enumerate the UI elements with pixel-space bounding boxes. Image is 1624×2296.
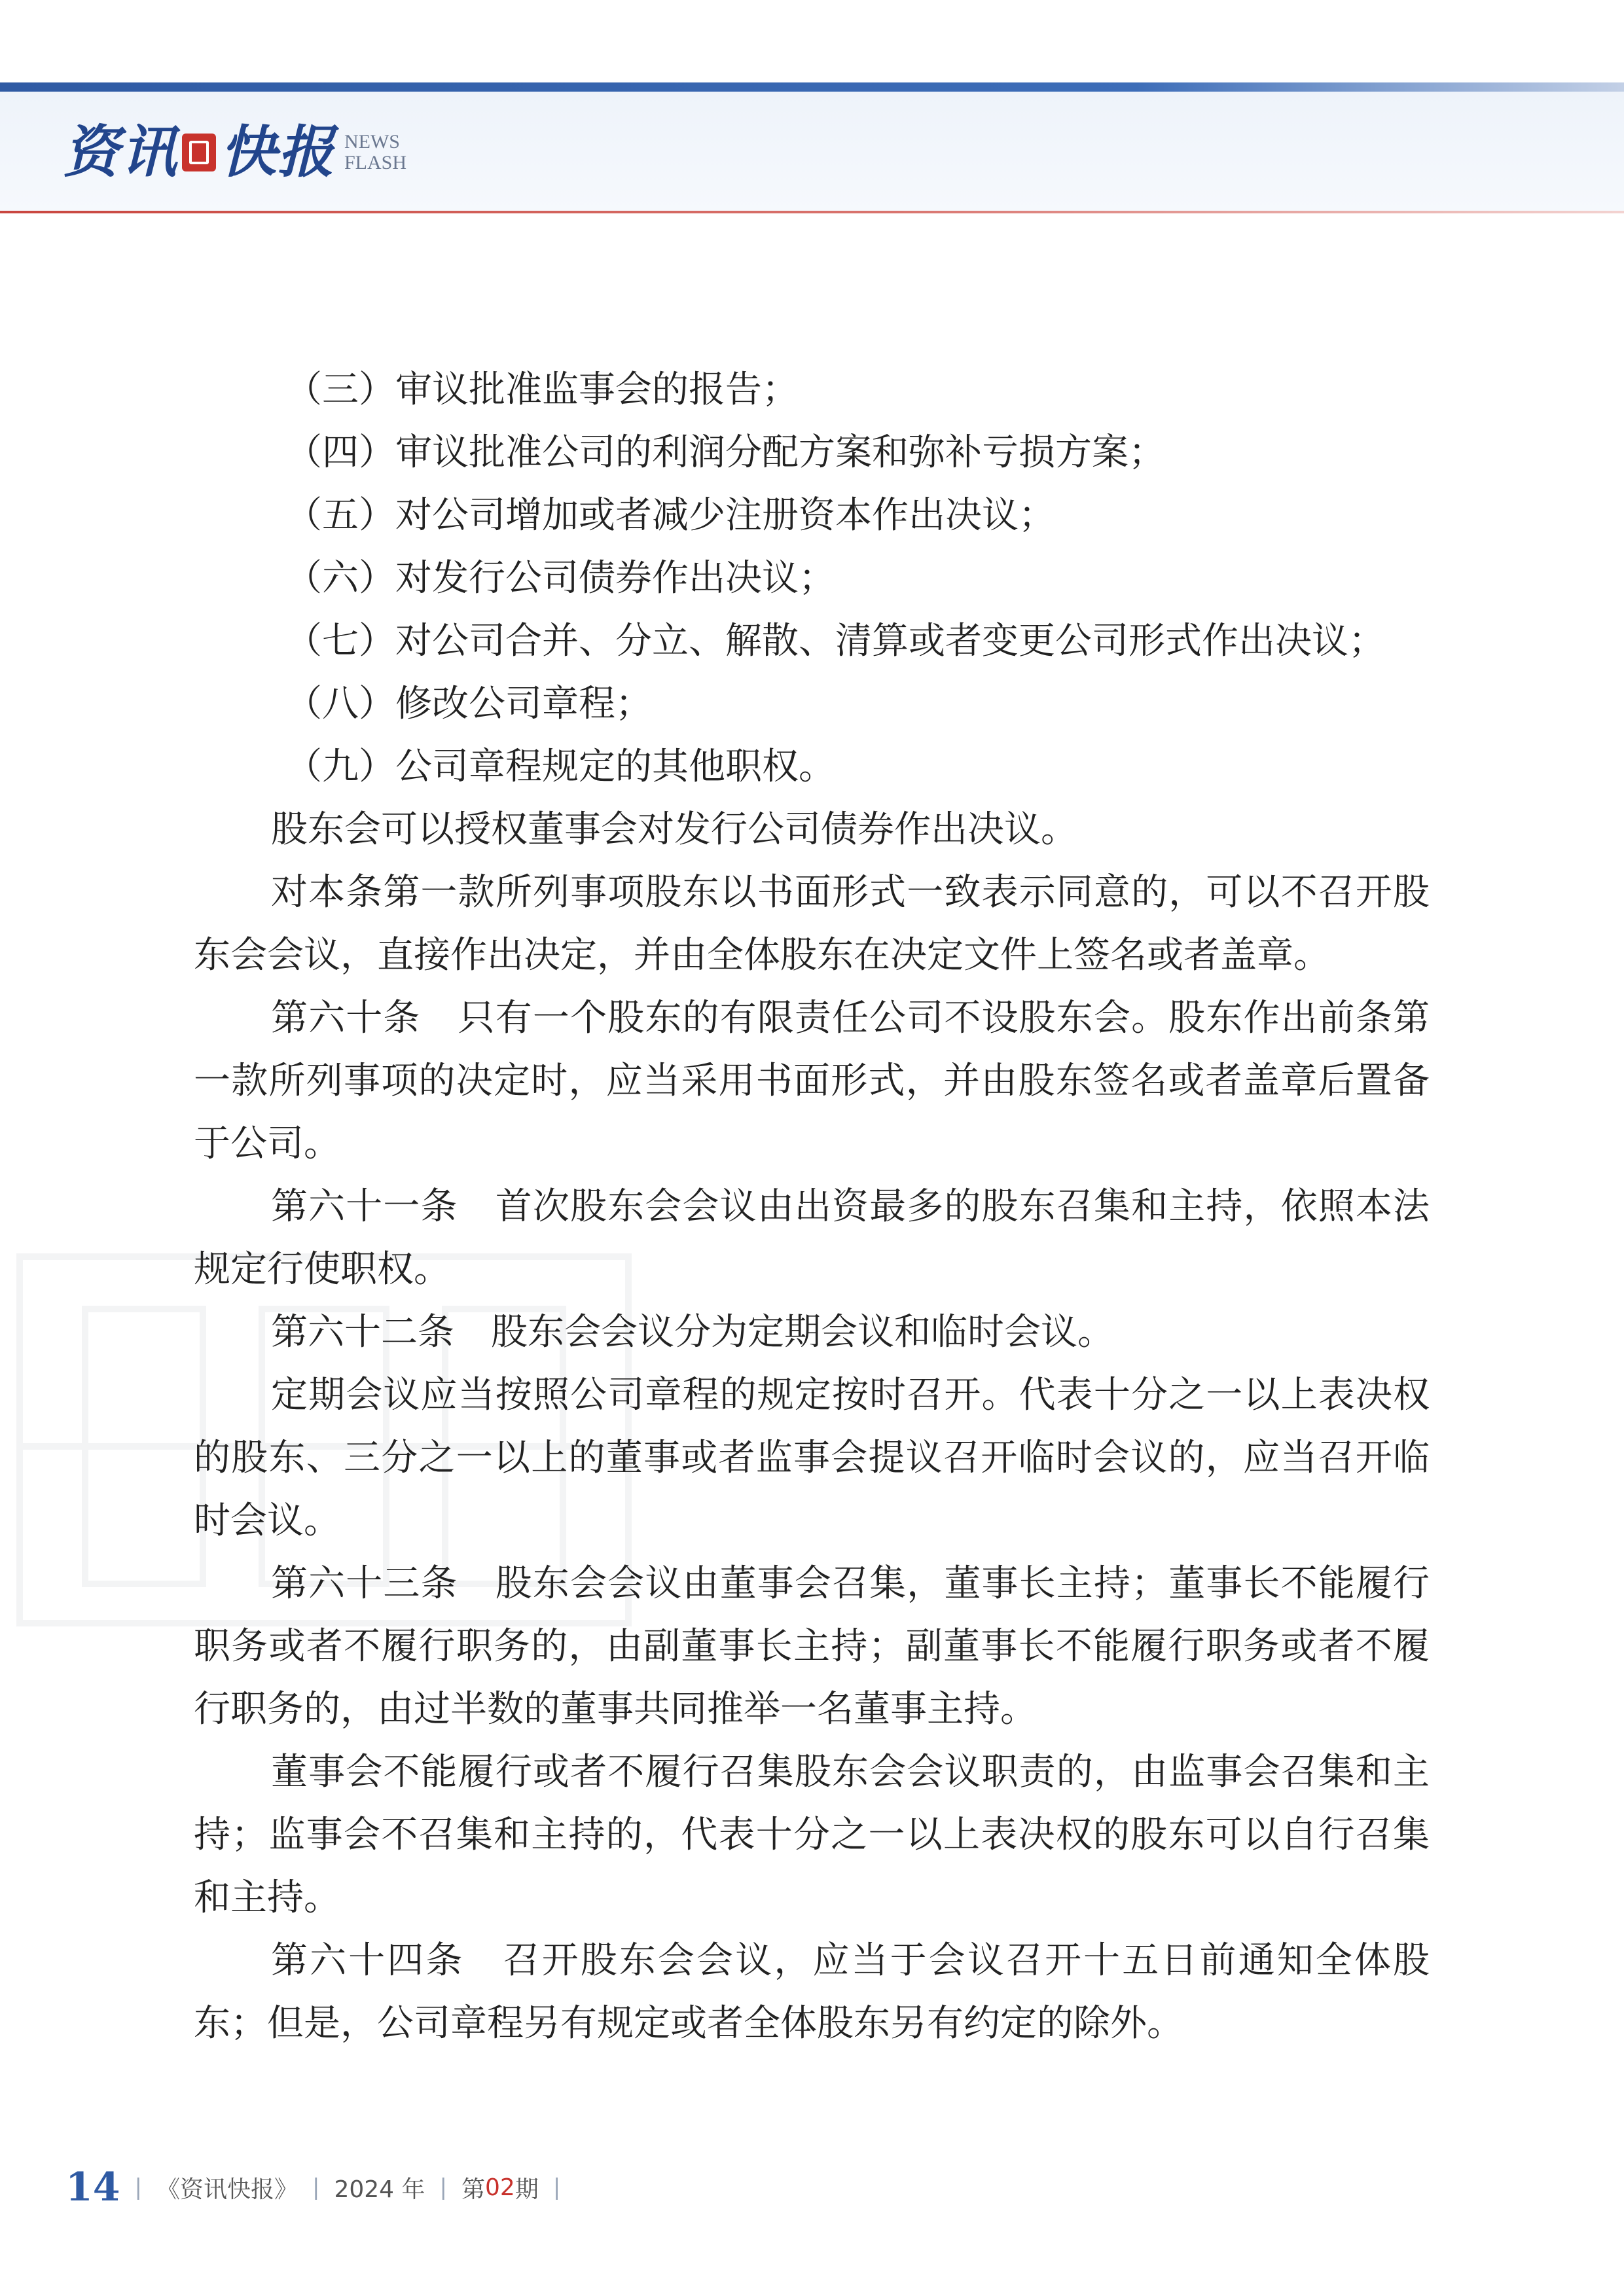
masthead-title-part2: 快报 xyxy=(220,119,335,185)
issue-number: 02 xyxy=(485,2174,515,2201)
article-60: 第六十条 只有一个股东的有限责任公司不设股东会。股东作出前条第一款所列事项的决定时，应当采用书面形式，并由股东签名或者盖章后置备于公司。 xyxy=(194,997,1430,1165)
list-item: （九）公司章程规定的其他职权。 xyxy=(285,745,835,788)
masthead-title-part1: 资讯 xyxy=(63,119,178,185)
issue-prefix: 第 xyxy=(461,2176,485,2203)
header-rule xyxy=(0,211,1624,213)
page-footer xyxy=(65,2161,575,2214)
footer-divider: | xyxy=(134,2174,142,2200)
masthead-english-line2: FLASH xyxy=(344,152,407,173)
list-item: （八）修改公司章程； xyxy=(285,683,652,725)
masthead-english-line1: NEWS xyxy=(344,131,400,152)
paragraph: 对本条第一款所列事项股东以书面形式一致表示同意的，可以不召开股东会会议，直接作出决定，并由全体股东在决定文件上签名或者盖章。 xyxy=(194,871,1430,977)
list-item: （七）对公司合并、分立、解散、清算或者变更公司形式作出决议； xyxy=(285,620,1385,662)
issue-year: 2024 年 xyxy=(334,2176,425,2203)
seal-icon xyxy=(182,134,216,171)
list-item: （四）审议批准公司的利润分配方案和弥补亏损方案； xyxy=(285,431,1165,474)
article-61: 第六十一条 首次股东会会议由出资最多的股东召集和主持，依照本法规定行使职权。 xyxy=(194,1185,1430,1291)
list-item: （五）对公司增加或者减少注册资本作出决议； xyxy=(285,494,1055,537)
article-62: 第六十二条 股东会会议分为定期会议和临时会议。 xyxy=(271,1311,1114,1354)
article-63: 第六十三条 股东会会议由董事会召集，董事长主持；董事长不能履行职务或者不履行职务的，由副董事长主持；副董事长不能履行职务或者不履行职务的，由过半数的董事共同推举一名董事主持。 xyxy=(194,1562,1430,1731)
list-item: （三）审议批准监事会的报告； xyxy=(285,368,799,411)
article-64: 第六十四条 召开股东会会议，应当于会议召开十五日前通知全体股东；但是，公司章程另有规定或者全体股东另有约定的除外。 xyxy=(194,1939,1430,2045)
paragraph: 股东会可以授权董事会对发行公司债券作出决议。 xyxy=(271,808,1077,851)
paragraph: 定期会议应当按照公司章程的规定按时召开。代表十分之一以上表决权的股东、三分之一以上的董事或者监事会提议召开临时会议的，应当召开临时会议。 xyxy=(194,1374,1430,1542)
masthead-english xyxy=(344,132,406,173)
issue-suffix: 期 xyxy=(514,2176,539,2203)
footer-divider: | xyxy=(439,2174,447,2200)
masthead-logo xyxy=(63,117,406,188)
page-number: 14 xyxy=(65,2164,120,2210)
footer-divider: | xyxy=(312,2174,320,2200)
paragraph: 董事会不能履行或者不履行召集股东会会议职责的，由监事会召集和主持；监事会不召集和主持的，代表十分之一以上表决权的股东可以自行召集和主持。 xyxy=(194,1751,1430,1919)
publication-name: 《资讯快报》 xyxy=(156,2176,298,2203)
header-top-bar xyxy=(0,82,1624,92)
list-item: （六）对发行公司债券作出决议； xyxy=(285,557,835,600)
article-body xyxy=(194,359,1430,2055)
footer-divider: | xyxy=(552,2174,561,2200)
